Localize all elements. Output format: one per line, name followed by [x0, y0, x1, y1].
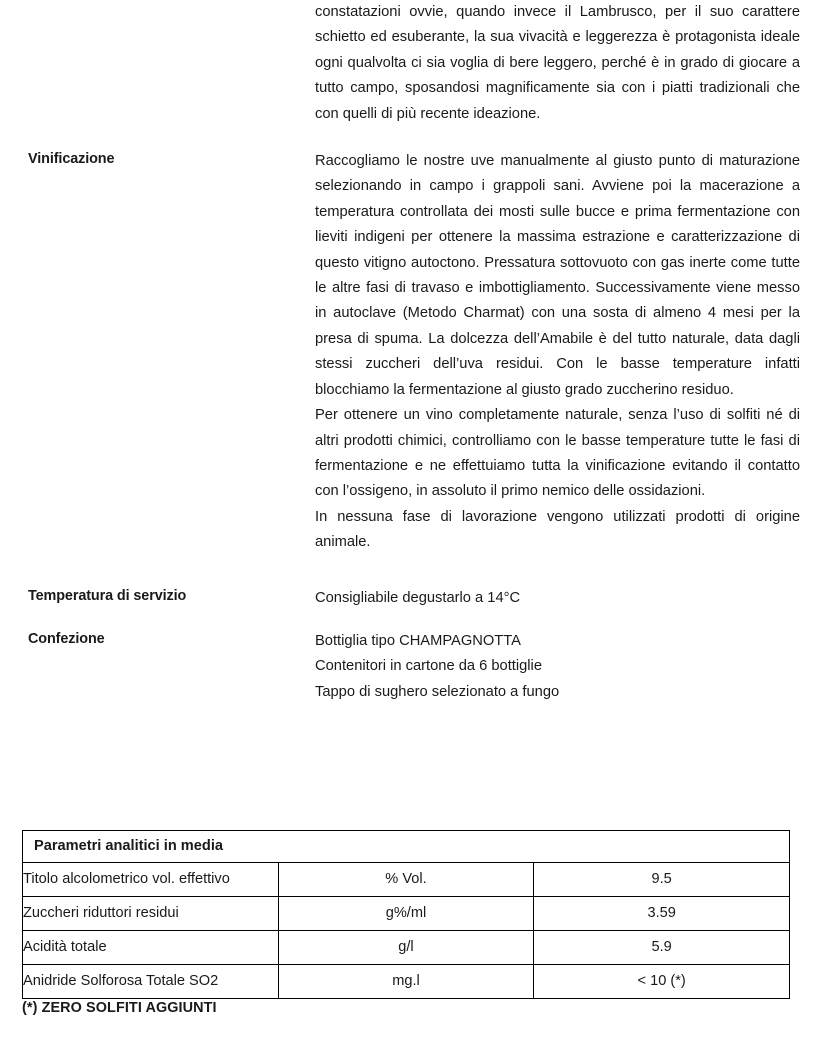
section-label-vinificazione: Vinificazione	[28, 151, 115, 168]
analytic-parameters-table	[22, 830, 790, 999]
confezione-line-2: Contenitori in cartone da 6 bottiglie	[315, 658, 542, 675]
section-vinificazione	[0, 149, 834, 556]
vinificazione-paragraph-1: Raccogliamo le nostre uve manualmente al giusto punto di maturazione selezionando in campo i grappoli sani. Avviene poi la macerazione a temperatura controllata dei mosti sulle bucce e prima fermentazione con lieviti indigeni per ottenere la massima estrazione e caratterizzazione di questo vitigno autoctono. Pressatura sottovuoto con gas inerte come tutte le altre fasi di travaso e imbottigliamento. Successivamente viene messo in autoclave (Metodo Charmat) con una sosta di almeno 4 mesi per la presa di spuma. La dolcezza dell’Amabile è del tutto naturale, data dagli stessi zuccheri dell’uva residui. Con le basse temperature infatti blocchiamo la fermentazione al giusto grado zuccherino residuo.	[315, 153, 800, 398]
intro-section	[0, 0, 834, 127]
table-row	[23, 965, 790, 999]
table-cell-value: 5.9	[534, 931, 790, 965]
label-col-vinificazione	[0, 149, 315, 170]
section-confezione	[0, 629, 834, 705]
table-row	[23, 897, 790, 931]
section-label-confezione: Confezione	[28, 630, 105, 647]
intro-body-col	[315, 0, 834, 127]
table-row	[23, 931, 790, 965]
table-cell-name: Titolo alcolometrico vol. effettivo	[23, 863, 279, 897]
table-cell-unit: g/l	[278, 931, 534, 965]
table-cell-name: Anidride Solforosa Totale SO2	[23, 965, 279, 999]
section-label-temperatura-di-servizio: Temperatura di servizio	[28, 587, 187, 604]
vinificazione-paragraph-2: Per ottenere un vino completamente naturale, senza l’uso di solfiti né di altri prodotti chimici, controlliamo con le basse temperature tutte le fasi di fermentazione e ne effettuiamo tutta la vinificazione evitando il contatto con l’ossigeno, in assoluto il primo nemico delle ossidazioni.	[315, 407, 800, 500]
confezione-line-3: Tappo di sughero selezionato a fungo	[315, 683, 560, 700]
table-cell-value: 3.59	[534, 897, 790, 931]
analytic-table-wrap	[22, 830, 790, 999]
table-cell-unit: g%/ml	[278, 897, 534, 931]
table-cell-unit: % Vol.	[278, 863, 534, 897]
vinificazione-paragraph-3: In nessuna fase di lavorazione vengono utilizzati prodotti di origine animale.	[315, 508, 800, 551]
table-cell-name: Zuccheri riduttori residui	[23, 897, 279, 931]
label-col-temperatura	[0, 586, 315, 607]
table-footnote: (*) ZERO SOLFITI AGGIUNTI	[22, 1000, 217, 1016]
label-col-confezione	[0, 629, 315, 650]
table-cell-unit: mg.l	[278, 965, 534, 999]
table-header-cell: Parametri analitici in media	[23, 831, 790, 863]
table-header-row	[23, 831, 790, 863]
confezione-line-1: Bottiglia tipo CHAMPAGNOTTA	[315, 632, 521, 649]
body-col-confezione	[315, 629, 834, 705]
body-col-vinificazione	[315, 149, 834, 556]
table-row	[23, 863, 790, 897]
intro-paragraph: constatazioni ovvie, quando invece il Lambrusco, per il suo carattere schietto ed esuberante, la sua vivacità e leggerezza è protagonista ideale ogni qualvolta ci sia voglia di bere leggero, perché è in grado di giocare a tutto campo, sposandosi magnificamente sia con i piatti tradizionali che con quelli di più recente ideazione.	[315, 4, 800, 122]
temperatura-value: Consigliabile degustarlo a 14°C	[315, 589, 521, 606]
section-temperatura-di-servizio	[0, 586, 834, 611]
table-cell-value: < 10 (*)	[534, 965, 790, 999]
table-cell-name: Acidità totale	[23, 931, 279, 965]
table-cell-value: 9.5	[534, 863, 790, 897]
body-col-temperatura	[315, 586, 834, 611]
